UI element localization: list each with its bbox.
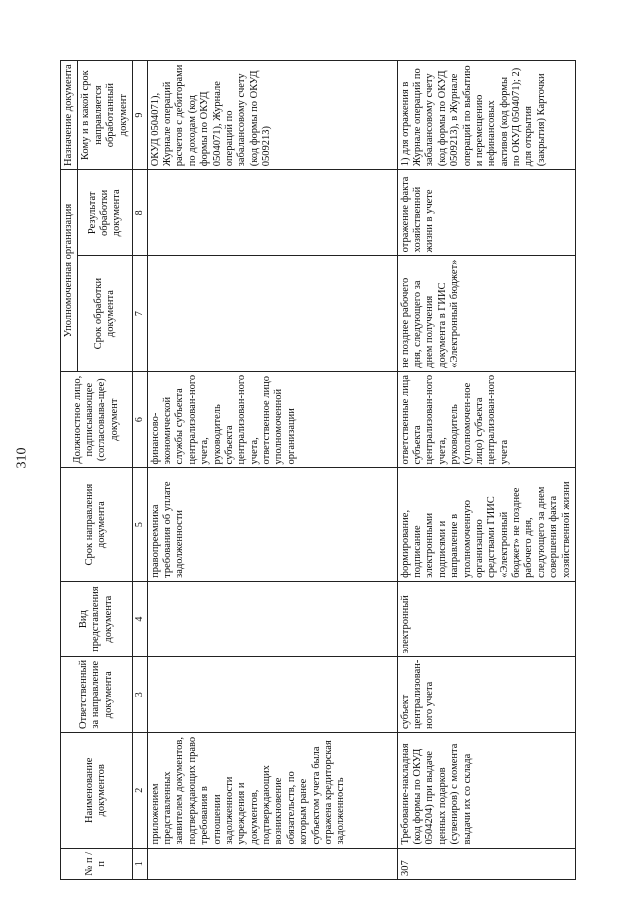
cell-processing-deadline: не позднее рабочего дня, следующего за днем получения документа в ГИИС «Электронный бюджет» — [397, 256, 575, 371]
table-row — [397, 61, 575, 880]
cell-official: финансово-экономической службы субъекта централизован-ного учета, руководитель субъекта централизован-ного учета, ответственное лицо уполномоченной организации — [147, 371, 397, 468]
column-number-row — [132, 61, 147, 880]
column-number: 3 — [132, 657, 147, 733]
header-purpose: Назначение документа — [61, 61, 78, 170]
header-authorized-organization: Уполномоченная организация — [61, 170, 78, 372]
document-table — [60, 60, 576, 880]
cell-responsible — [147, 657, 397, 733]
header-processing-result: Результат обработки документа — [78, 170, 133, 256]
header-num: № п / п — [61, 848, 133, 879]
table-row — [147, 61, 397, 880]
header-purpose-sub: Кому и в какой срок направляется обработанный документ — [78, 61, 133, 170]
column-number: 1 — [132, 848, 147, 879]
cell-name: Требование-накладная (код формы по ОКУД 0504204) при выдаче ценных подарков (сувениров) с момента выдачи их со склада — [397, 733, 575, 848]
cell-processing-result: отражение факта хозяйственной жизни в учете — [397, 170, 575, 256]
column-number: 2 — [132, 733, 147, 848]
column-number: 4 — [132, 581, 147, 657]
document-table-rotated — [60, 60, 600, 880]
column-number: 6 — [132, 371, 147, 468]
cell-responsible: субъект централизован-ного учета — [397, 657, 575, 733]
column-number: 7 — [132, 256, 147, 371]
cell-num — [147, 848, 397, 879]
header-responsible: Ответственный за направление документа — [61, 657, 133, 733]
header-kind: Вид представления документа — [61, 581, 133, 657]
page-number: 310 — [14, 447, 30, 469]
column-number: 8 — [132, 170, 147, 256]
cell-kind — [147, 581, 397, 657]
cell-deadline: формирование, подписание электронными подписями и направление в уполномоченную организацию средствами ГИИС «Электронный бюджет» не позднее рабочего дня, следующего за днем совершения факта хозяйственной жизни — [397, 468, 575, 581]
cell-deadline: правопреемника требования об уплате задолженности — [147, 468, 397, 581]
header-name: Наименование документов — [61, 733, 133, 848]
cell-name: приложением представленных заявителем документов, подтверждающих право требования в отношении задолженности учреждения и документов, подтверждающих возникновение обязательств, по которым ранее субъектом учета была отражена кредиторская задолженность — [147, 733, 397, 848]
cell-processing-result — [147, 170, 397, 256]
cell-num: 307 — [397, 848, 575, 879]
cell-kind: электронный — [397, 581, 575, 657]
header-deadline: Срок направления документа — [61, 468, 133, 581]
header-official: Должностное лицо, подписывающее (согласовыва-щее) документ — [61, 371, 133, 468]
cell-processing-deadline — [147, 256, 397, 371]
column-number: 9 — [132, 61, 147, 170]
cell-purpose: 1) для отражения в Журнале операций по забалансовому счету (код формы по ОКУД 0509213), в Журнале операций по выбытию и перемещению нефинансовых активов (код формы по ОКУД 0504071); 2) для открытия (закрытия) Карточки — [397, 61, 575, 170]
header-processing-deadline: Срок обработки документа — [78, 256, 133, 371]
cell-official: ответственные лица субъекта централизован-ного учета, руководитель (уполномочен-ное лицо) субъекта централизован-ного учета — [397, 371, 575, 468]
column-number: 5 — [132, 468, 147, 581]
cell-purpose: ОКУД 0504071), Журнале операций расчетов с дебиторами по доходам (код формы по ОКУД 0504071), Журнале операций по забалансовому счету (код формы по ОКУД 0509213) — [147, 61, 397, 170]
